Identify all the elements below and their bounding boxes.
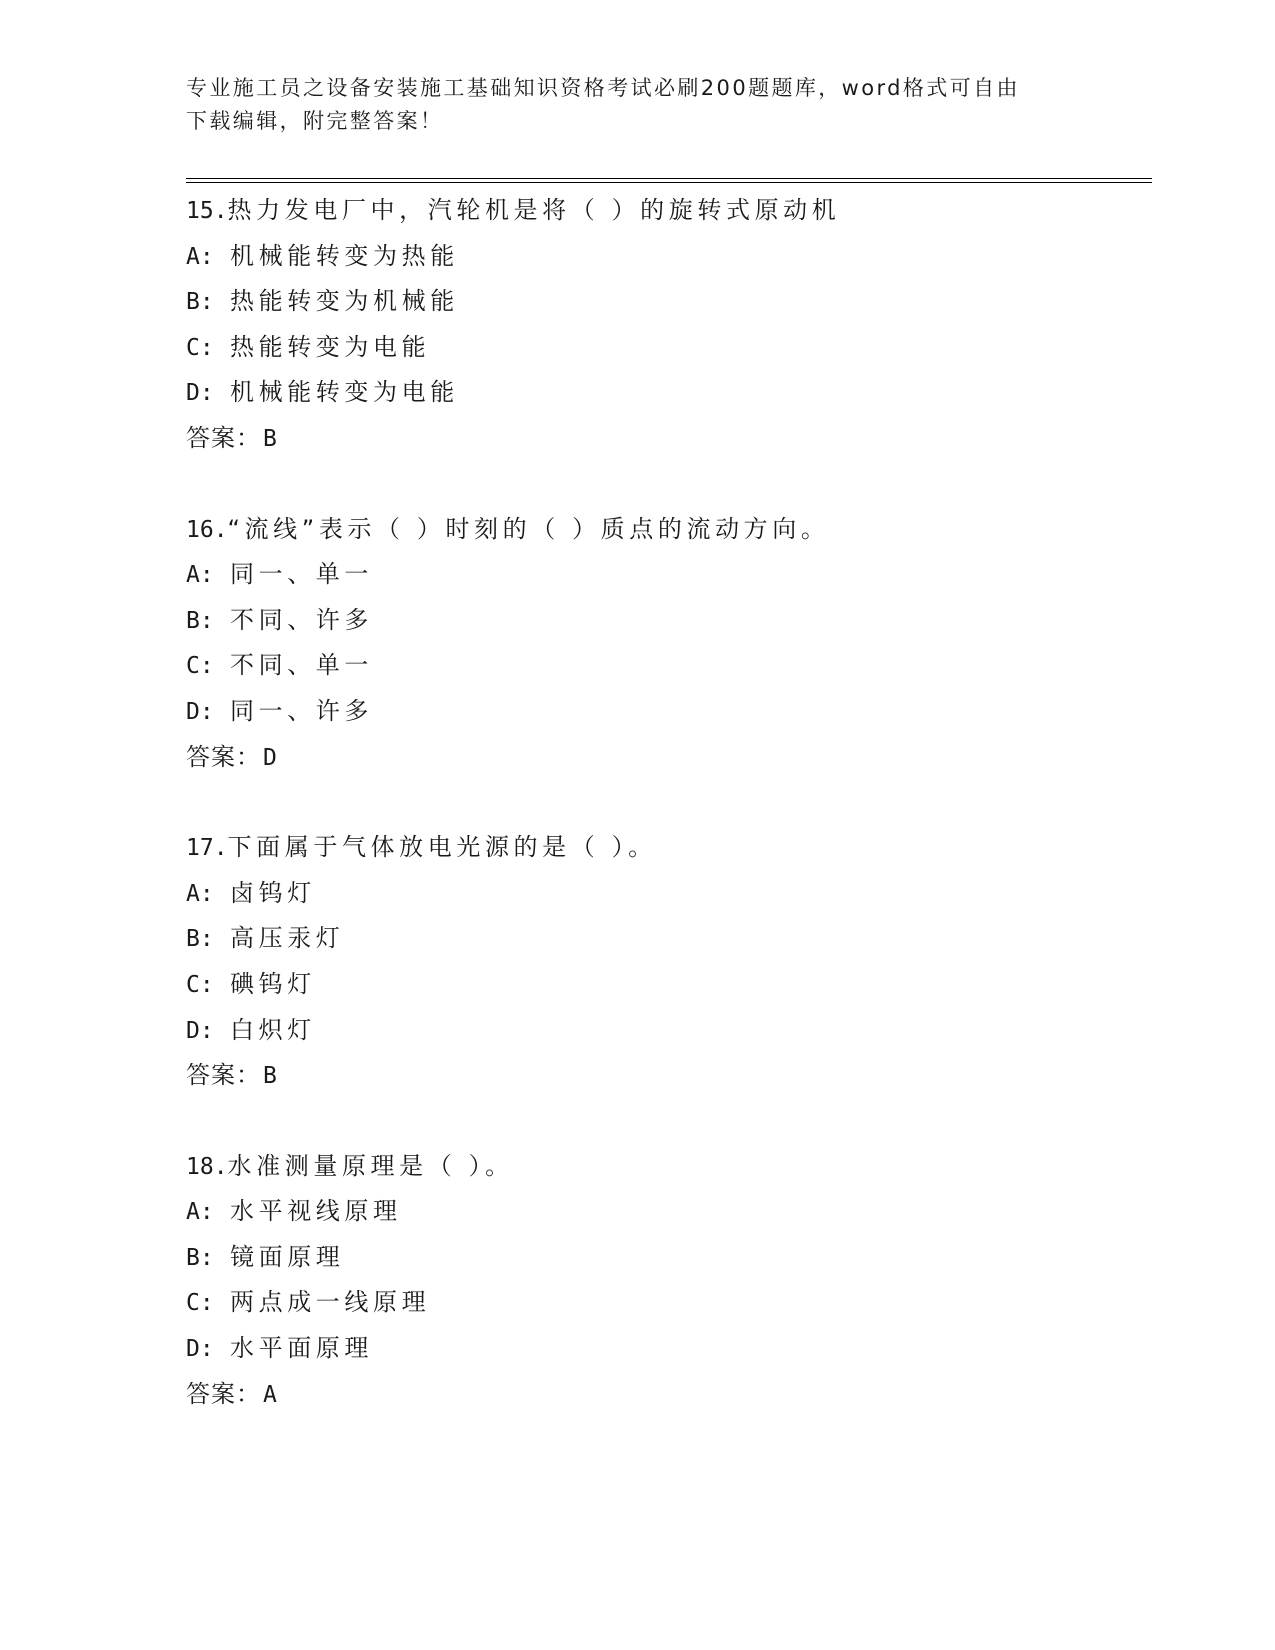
option-key: A: [186, 562, 214, 589]
answer-label: 答案： [186, 1379, 261, 1408]
option-c [186, 325, 1146, 371]
option-key: B: [186, 607, 214, 634]
option-text: 高压汞灯 [230, 924, 345, 953]
option-c [186, 643, 1146, 689]
answer-value: B [263, 425, 278, 452]
question-text: 水准测量原理是（ ）。 [227, 1151, 514, 1180]
answer-line [186, 735, 1146, 781]
header-divider-bottom [186, 182, 1152, 183]
answer-value: B [263, 1063, 278, 1090]
document-header [186, 72, 1066, 138]
option-key: C: [186, 971, 214, 998]
option-key: B: [186, 1244, 214, 1271]
header-divider-top [186, 178, 1152, 179]
option-text: 镜面原理 [230, 1242, 345, 1271]
option-text: 卤钨灯 [230, 878, 316, 907]
answer-label: 答案： [186, 1061, 261, 1090]
option-key: D: [186, 380, 214, 407]
option-a [186, 552, 1146, 598]
option-key: C: [186, 334, 214, 361]
answer-label: 答案： [186, 423, 261, 452]
option-a [186, 871, 1146, 917]
option-key: A: [186, 880, 214, 907]
option-key: A: [186, 1199, 214, 1226]
option-b [186, 1235, 1146, 1281]
option-text: 碘钨灯 [230, 969, 316, 998]
question-stem [186, 825, 1146, 871]
question-number: 16. [186, 516, 228, 543]
option-text: 两点成一线原理 [230, 1288, 431, 1317]
option-text: 机械能转变为电能 [230, 378, 459, 407]
answer-line [186, 1372, 1146, 1418]
option-text: 水平面原理 [230, 1334, 373, 1363]
option-text: 同一、许多 [230, 696, 373, 725]
header-line-2: 下载编辑，附完整答案！ [186, 109, 444, 133]
header-line-1: 专业施工员之设备安装施工基础知识资格考试必刷200题题库，word格式可自由 [186, 76, 1020, 100]
option-d [186, 689, 1146, 735]
option-text: 不同、许多 [230, 605, 373, 634]
answer-value: A [263, 1381, 278, 1408]
option-key: C: [186, 1290, 214, 1317]
question-stem [186, 1144, 1146, 1190]
question-number: 15. [186, 198, 228, 224]
question-text: “流线”表示（ ）时刻的（ ）质点的流动方向。 [227, 514, 830, 543]
question-18 [186, 1144, 1146, 1418]
option-key: C: [186, 653, 214, 680]
option-b [186, 598, 1146, 644]
option-key: A: [186, 243, 214, 270]
question-16 [186, 507, 1146, 781]
option-text: 热能转变为机械能 [230, 287, 459, 316]
question-text: 热力发电厂中，汽轮机是将（ ）的旋转式原动机 [227, 196, 841, 224]
question-17 [186, 825, 1146, 1099]
answer-line [186, 416, 1146, 462]
option-c [186, 1280, 1146, 1326]
option-key: B: [186, 289, 214, 316]
answer-value: D [263, 744, 278, 771]
option-key: D: [186, 1017, 214, 1044]
option-c [186, 962, 1146, 1008]
option-a [186, 234, 1146, 280]
option-a [186, 1189, 1146, 1235]
option-b [186, 916, 1146, 962]
option-key: B: [186, 926, 214, 953]
question-number: 18. [186, 1153, 228, 1180]
question-15 [186, 188, 1146, 462]
option-key: D: [186, 1336, 214, 1363]
question-text: 下面属于气体放电光源的是（ ）。 [227, 833, 657, 862]
option-key: D: [186, 698, 214, 725]
question-stem [186, 188, 1146, 234]
option-b [186, 279, 1146, 325]
option-text: 热能转变为电能 [230, 332, 431, 361]
question-stem [186, 507, 1146, 553]
option-d [186, 1326, 1146, 1372]
question-list [186, 188, 1146, 1462]
option-text: 同一、单一 [230, 560, 373, 589]
question-number: 17. [186, 835, 228, 862]
option-text: 白炽灯 [230, 1015, 316, 1044]
answer-line [186, 1053, 1146, 1099]
option-d [186, 370, 1146, 416]
option-text: 机械能转变为热能 [230, 241, 459, 270]
option-d [186, 1008, 1146, 1054]
option-text: 不同、单一 [230, 651, 373, 680]
option-text: 水平视线原理 [230, 1197, 402, 1226]
answer-label: 答案： [186, 742, 261, 771]
